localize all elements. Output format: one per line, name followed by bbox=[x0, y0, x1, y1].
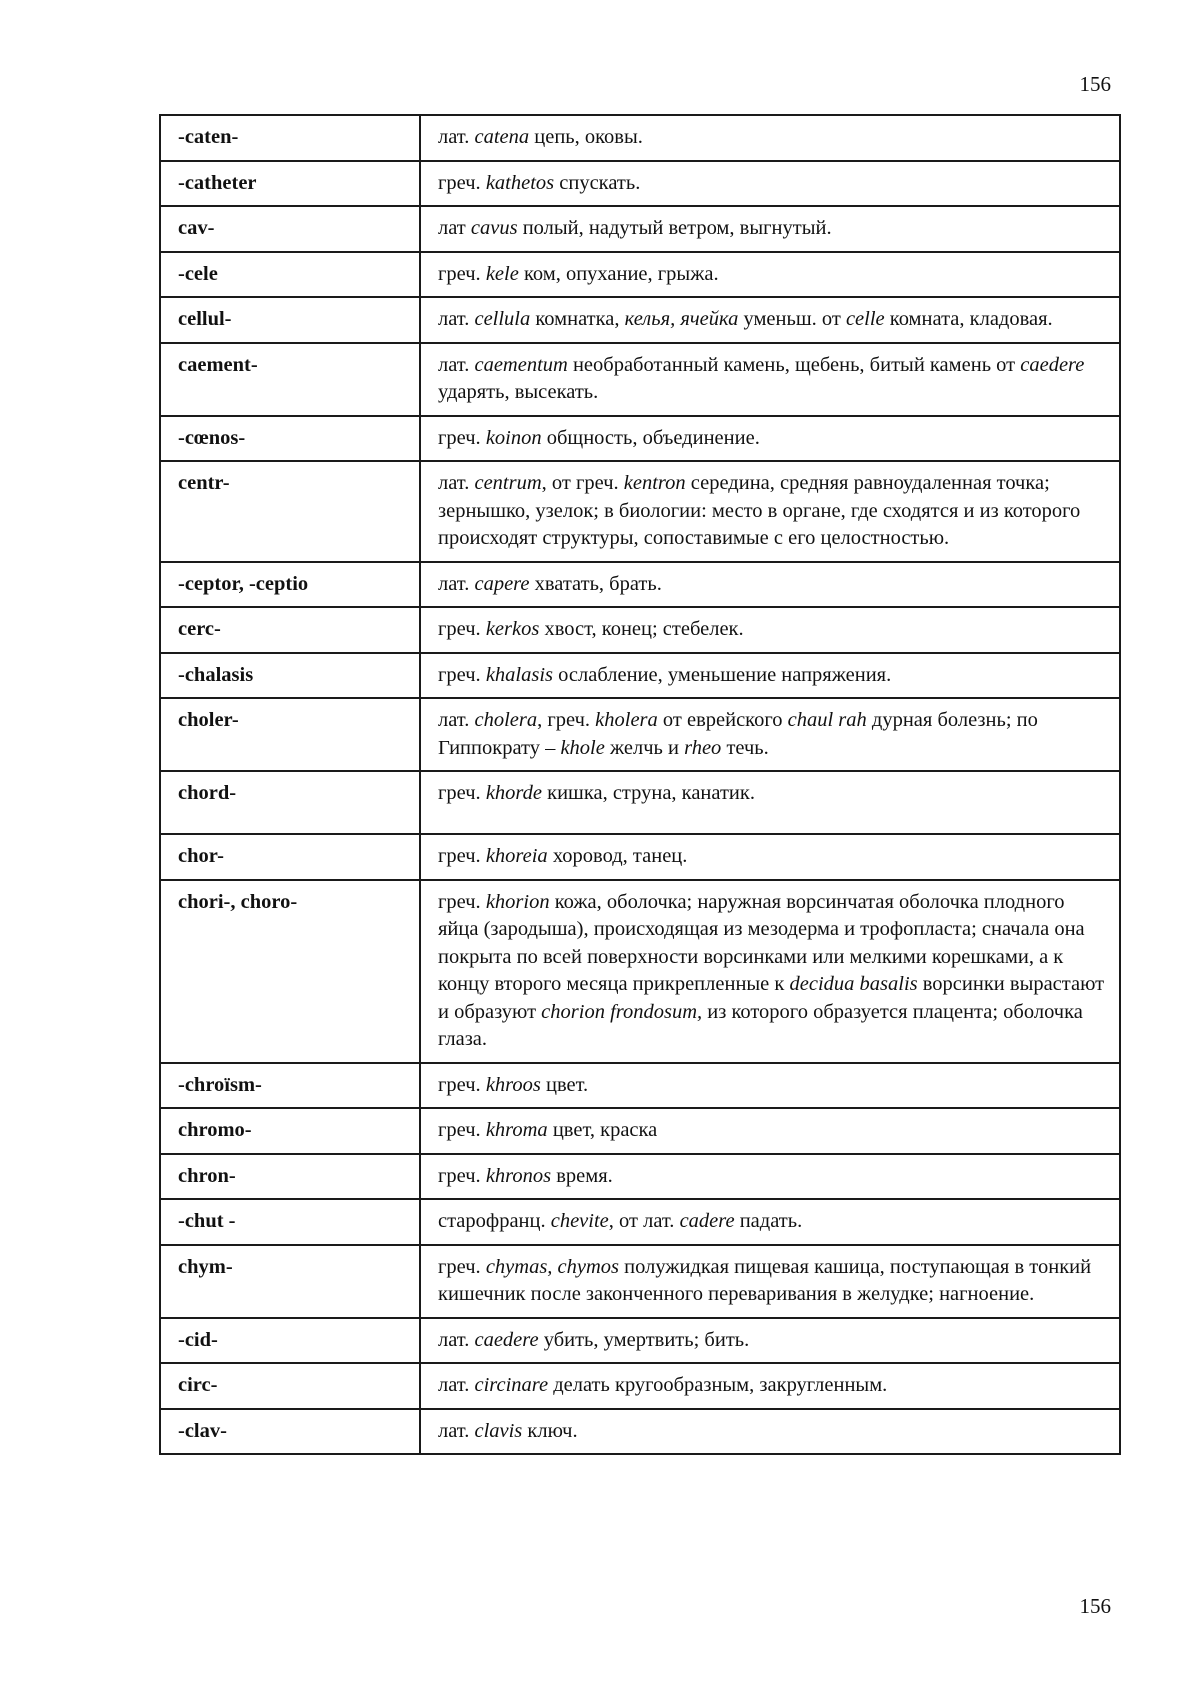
table-row bbox=[160, 161, 1120, 207]
definition-italic-text: kele bbox=[485, 262, 519, 285]
definition-text: лат. bbox=[438, 1419, 475, 1442]
definition-cell bbox=[420, 653, 1120, 699]
definition-text: комнатка, bbox=[530, 308, 625, 330]
definition-text: ком, опухание, грыжа. bbox=[518, 262, 719, 285]
definition-cell bbox=[420, 698, 1120, 771]
definition-text: греч. bbox=[438, 262, 486, 285]
definition-italic-text: kentron bbox=[623, 472, 686, 494]
definition-text: лат. bbox=[438, 709, 475, 731]
definition-text: , греч. bbox=[537, 709, 596, 731]
definition-italic-text: chymas, chymos bbox=[485, 1255, 620, 1278]
term-cell: -cœnos- bbox=[160, 416, 420, 462]
definition-italic-text: capere bbox=[474, 572, 530, 595]
page-number-top: 156 bbox=[1079, 72, 1111, 96]
table-row bbox=[160, 461, 1120, 562]
definition-italic-text: khalasis bbox=[485, 663, 554, 686]
definition-italic-text: celle bbox=[845, 308, 885, 330]
definition-cell bbox=[420, 1245, 1120, 1318]
table-row bbox=[160, 698, 1120, 771]
definition-text: греч. bbox=[438, 1119, 486, 1141]
definition-cell bbox=[420, 1154, 1120, 1200]
definition-italic-text: koinon bbox=[485, 426, 542, 449]
definition-text: греч. bbox=[438, 1164, 486, 1187]
definition-text: лат. bbox=[438, 353, 475, 376]
table-row bbox=[160, 206, 1120, 252]
definition-text: от еврейского bbox=[657, 709, 788, 731]
definition-cell bbox=[420, 1063, 1120, 1109]
definition-text: ударять, высекать. bbox=[438, 381, 599, 403]
table-row bbox=[160, 880, 1120, 1063]
definition-text: цвет, краска bbox=[547, 1119, 658, 1141]
term-cell: chym- bbox=[160, 1245, 420, 1318]
definition-text: дурная болезнь; по Гиппократу – bbox=[438, 709, 1038, 759]
definition-cell bbox=[420, 252, 1120, 298]
table-row bbox=[160, 252, 1120, 298]
definition-cell bbox=[420, 461, 1120, 562]
term-cell: -ceptor, -ceptio bbox=[160, 562, 420, 608]
definition-italic-text: clavis bbox=[474, 1419, 523, 1442]
definition-text: греч. bbox=[438, 845, 486, 867]
definition-italic-text: rheo bbox=[684, 736, 722, 759]
definition-italic-text: chevite bbox=[550, 1210, 609, 1232]
term-cell: cerc- bbox=[160, 607, 420, 653]
definition-italic-text: caementum bbox=[474, 353, 568, 376]
glossary-body bbox=[160, 115, 1120, 1454]
definition-cell bbox=[420, 115, 1120, 161]
term-cell: cav- bbox=[160, 206, 420, 252]
term-cell: -caten- bbox=[160, 115, 420, 161]
definition-text: полый, надутый ветром, выгнутый. bbox=[517, 217, 832, 239]
definition-text: лат. bbox=[438, 308, 475, 330]
term-cell: cellul- bbox=[160, 297, 420, 343]
definition-italic-text: kholera bbox=[595, 709, 658, 731]
table-row bbox=[160, 1363, 1120, 1409]
definition-text: греч. bbox=[438, 782, 486, 804]
definition-text: , от греч. bbox=[541, 472, 624, 494]
definition-italic-text: caedere bbox=[1020, 353, 1085, 376]
definition-italic-text: cholera bbox=[474, 709, 538, 731]
term-cell: centr- bbox=[160, 461, 420, 562]
table-row bbox=[160, 297, 1120, 343]
definition-italic-text: chorion frondosum, bbox=[541, 1000, 703, 1023]
definition-text: лат bbox=[438, 217, 471, 239]
term-cell: chori-, choro- bbox=[160, 880, 420, 1063]
definition-text: хоровод, танец. bbox=[547, 845, 688, 867]
table-row bbox=[160, 771, 1120, 834]
glossary-table bbox=[159, 114, 1121, 1455]
definition-text: комната, кладовая. bbox=[884, 308, 1053, 330]
table-row bbox=[160, 1245, 1120, 1318]
definition-cell bbox=[420, 297, 1120, 343]
definition-text: время. bbox=[551, 1164, 613, 1187]
definition-text: необработанный камень, щебень, битый камень от bbox=[567, 353, 1021, 376]
table-row bbox=[160, 834, 1120, 880]
definition-text: спускать. bbox=[554, 171, 641, 194]
definition-text: лат. bbox=[438, 1374, 475, 1396]
definition-text: греч. bbox=[438, 1073, 486, 1096]
definition-italic-text: khronos bbox=[485, 1164, 552, 1187]
definition-text: кишка, струна, канатик. bbox=[541, 782, 755, 804]
definition-italic-text: centrum bbox=[474, 472, 542, 494]
definition-text: ослабление, уменьшение напряжения. bbox=[553, 663, 892, 686]
page-number-bottom: 156 bbox=[1079, 1594, 1111, 1618]
table-row bbox=[160, 653, 1120, 699]
definition-cell bbox=[420, 161, 1120, 207]
definition-italic-text: khoreia bbox=[485, 845, 548, 867]
definition-italic-text: khroma bbox=[485, 1119, 548, 1141]
definition-italic-text: decidua basalis bbox=[789, 973, 918, 995]
definition-cell bbox=[420, 1363, 1120, 1409]
term-cell: -chroïsm- bbox=[160, 1063, 420, 1109]
definition-text: греч. bbox=[438, 890, 486, 913]
definition-italic-text: kerkos bbox=[485, 618, 540, 640]
definition-cell bbox=[420, 343, 1120, 416]
definition-italic-text: cadere bbox=[679, 1210, 735, 1232]
definition-text: старофранц. bbox=[438, 1210, 551, 1232]
definition-text: уменьш. от bbox=[738, 308, 846, 330]
definition-text: цвет. bbox=[540, 1073, 589, 1096]
definition-italic-text: circinare bbox=[474, 1374, 549, 1396]
definition-text: лат. bbox=[438, 472, 475, 494]
definition-italic-text: khorde bbox=[485, 782, 542, 804]
definition-cell bbox=[420, 771, 1120, 834]
table-row bbox=[160, 562, 1120, 608]
definition-italic-text: kathetos bbox=[485, 171, 555, 194]
table-row bbox=[160, 1318, 1120, 1364]
definition-text: греч. bbox=[438, 1255, 486, 1278]
table-row bbox=[160, 1199, 1120, 1245]
definition-text: греч. bbox=[438, 426, 486, 449]
definition-italic-text: khole bbox=[560, 736, 605, 759]
table-row bbox=[160, 1409, 1120, 1455]
table-row bbox=[160, 1108, 1120, 1154]
definition-text: хвост, конец; стебелек. bbox=[539, 618, 744, 640]
definition-text: греч. bbox=[438, 663, 486, 686]
definition-text: середина, средняя равноудаленная точка; зернышко, узелок; в биологии: место в органе, где сходятся и из которого происходят структуры, сопоставимые с его целостностью. bbox=[438, 472, 1081, 549]
definition-text: , от лат. bbox=[608, 1210, 680, 1232]
definition-text: полужидкая пищевая кашица, поступающая в тонкий кишечник после законченного переваривания в желудке; нагноение. bbox=[438, 1255, 1092, 1305]
definition-cell bbox=[420, 880, 1120, 1063]
definition-text: из которого образуется плацента; оболочка глаза. bbox=[438, 1000, 1083, 1050]
definition-cell bbox=[420, 1409, 1120, 1455]
definition-italic-text: cellula bbox=[474, 308, 531, 330]
term-cell: caement- bbox=[160, 343, 420, 416]
definition-text: желчь и bbox=[604, 736, 685, 759]
definition-cell bbox=[420, 1318, 1120, 1364]
definition-text: греч. bbox=[438, 618, 486, 640]
definition-cell bbox=[420, 1108, 1120, 1154]
term-cell: -clav- bbox=[160, 1409, 420, 1455]
table-row bbox=[160, 607, 1120, 653]
definition-italic-text: келья, ячейка bbox=[624, 308, 739, 330]
term-cell: chord- bbox=[160, 771, 420, 834]
term-cell: -chalasis bbox=[160, 653, 420, 699]
term-cell: chor- bbox=[160, 834, 420, 880]
table-row bbox=[160, 416, 1120, 462]
definition-text: убить, умертвить; бить. bbox=[538, 1328, 750, 1351]
definition-italic-text: khorion bbox=[485, 890, 550, 913]
term-cell: chron- bbox=[160, 1154, 420, 1200]
definition-text: лат. bbox=[438, 572, 475, 595]
definition-text: делать кругообразным, закругленным. bbox=[548, 1374, 888, 1396]
definition-text: общность, объединение. bbox=[541, 426, 760, 449]
definition-text: цепь, оковы. bbox=[529, 126, 643, 148]
definition-italic-text: khroos bbox=[485, 1073, 541, 1096]
term-cell: -cele bbox=[160, 252, 420, 298]
table-row bbox=[160, 1063, 1120, 1109]
definition-text: течь. bbox=[721, 736, 769, 759]
definition-cell bbox=[420, 562, 1120, 608]
definition-text: падать. bbox=[734, 1210, 803, 1232]
term-cell: -chut - bbox=[160, 1199, 420, 1245]
term-cell: choler- bbox=[160, 698, 420, 771]
term-cell: -catheter bbox=[160, 161, 420, 207]
definition-cell bbox=[420, 607, 1120, 653]
definition-text: ворсинки вырастают и образуют bbox=[438, 973, 1105, 1023]
term-cell: circ- bbox=[160, 1363, 420, 1409]
definition-italic-text: cavus bbox=[470, 217, 518, 239]
definition-text: лат. bbox=[438, 126, 475, 148]
definition-italic-text: catena bbox=[474, 126, 530, 148]
definition-italic-text: chaul rah bbox=[787, 709, 867, 731]
term-cell: -cid- bbox=[160, 1318, 420, 1364]
table-row bbox=[160, 1154, 1120, 1200]
table-row bbox=[160, 115, 1120, 161]
definition-cell bbox=[420, 1199, 1120, 1245]
definition-italic-text: caedere bbox=[474, 1328, 539, 1351]
definition-text: лат. bbox=[438, 1328, 475, 1351]
definition-text: ключ. bbox=[522, 1419, 578, 1442]
definition-text: кожа, оболочка; наружная ворсинчатая оболочка плодного яйца (зародыша), происходящая из мезодерма и трофопласта; сначала она покрыта по всей поверхности ворсинками или мелкими корешками, а к концу второго месяца прикрепленные к bbox=[438, 890, 1085, 995]
definition-text: греч. bbox=[438, 171, 486, 194]
definition-text: хватать, брать. bbox=[529, 572, 662, 595]
definition-cell bbox=[420, 416, 1120, 462]
table-row bbox=[160, 343, 1120, 416]
definition-cell bbox=[420, 206, 1120, 252]
term-cell: chromo- bbox=[160, 1108, 420, 1154]
definition-cell bbox=[420, 834, 1120, 880]
